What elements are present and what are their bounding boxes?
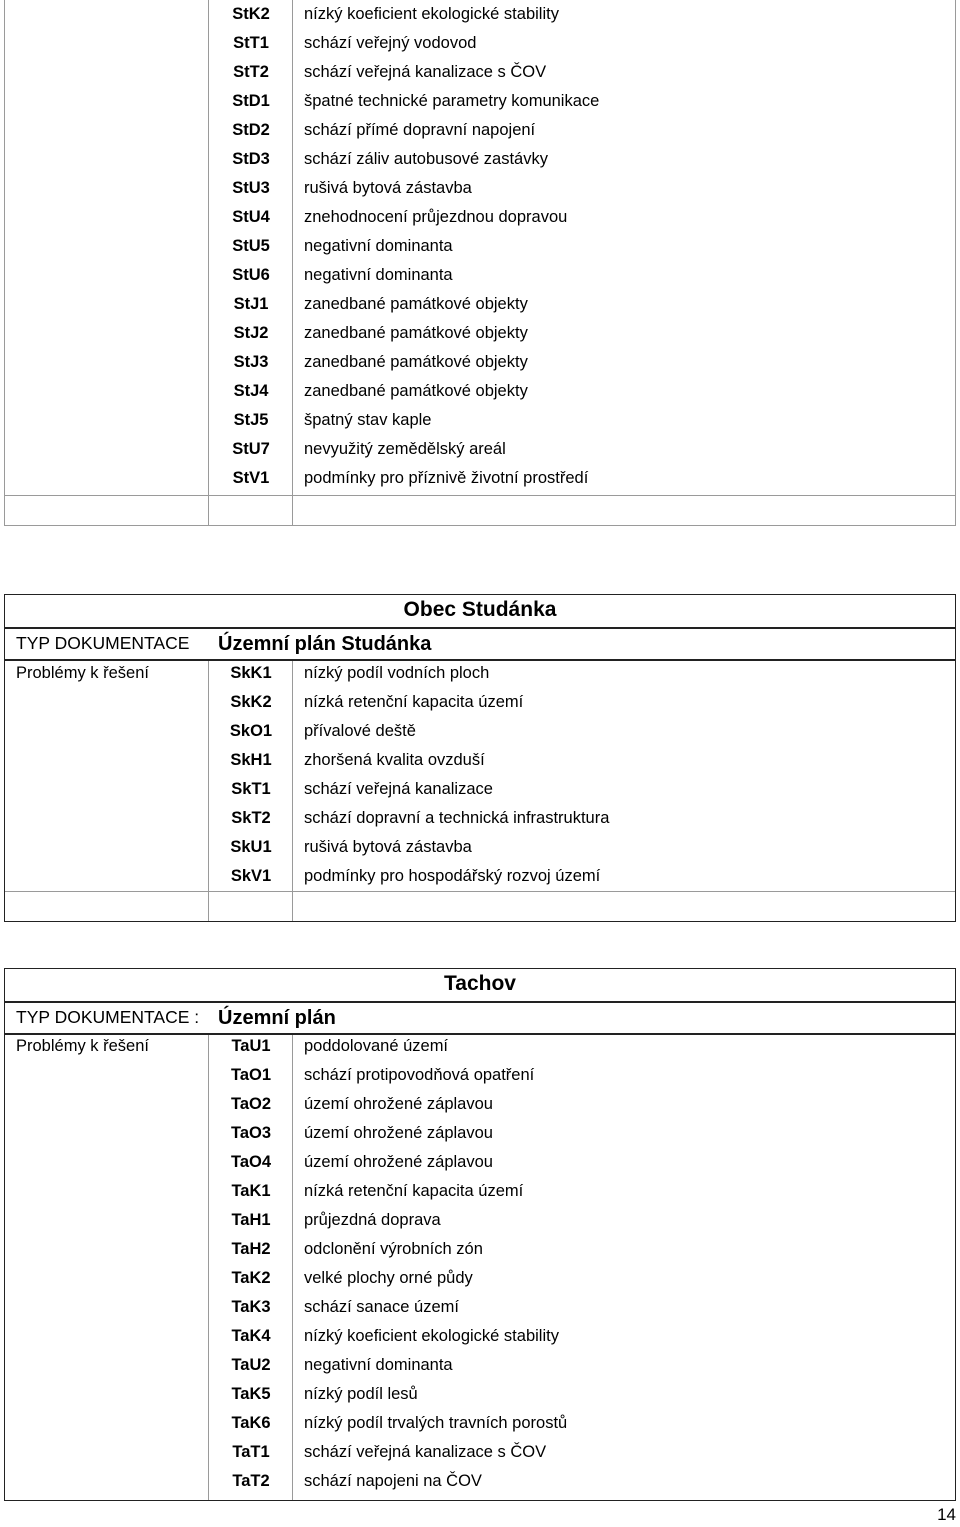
problem-description: zanedbané památkové objekty bbox=[304, 324, 528, 342]
table-row bbox=[5, 1148, 955, 1177]
problem-code: SkT2 bbox=[231, 809, 271, 827]
problem-description: negativní dominanta bbox=[304, 1356, 453, 1374]
problem-code: TaH1 bbox=[231, 1211, 271, 1229]
problem-description: nevyužitý zemědělský areál bbox=[304, 440, 506, 458]
problem-code: StJ3 bbox=[233, 353, 269, 371]
problem-description: zhoršená kvalita ovzduší bbox=[304, 751, 485, 769]
problem-description: nízká retenční kapacita území bbox=[304, 693, 524, 711]
problem-description: průjezdná doprava bbox=[304, 1211, 441, 1229]
table-row bbox=[5, 1438, 955, 1467]
title-bar bbox=[5, 969, 955, 1003]
problem-description: odclonění výrobních zón bbox=[304, 1240, 483, 1258]
problem-code: TaK3 bbox=[231, 1298, 271, 1316]
problem-code: SkU1 bbox=[230, 838, 272, 856]
problem-description: nízký podíl vodních ploch bbox=[304, 664, 490, 682]
doc-type-value: Územní plán bbox=[218, 1007, 336, 1029]
table-row bbox=[5, 775, 955, 804]
table-row bbox=[5, 29, 955, 58]
table-row bbox=[5, 58, 955, 87]
table-row bbox=[5, 290, 955, 319]
table-row bbox=[5, 804, 955, 833]
problem-description: špatný stav kaple bbox=[304, 411, 432, 429]
row-divider bbox=[5, 891, 955, 892]
problem-description: schází sanace území bbox=[304, 1298, 459, 1316]
problem-description: nízký podíl lesů bbox=[304, 1385, 418, 1403]
problem-code: StJ4 bbox=[233, 382, 269, 400]
problem-description: schází veřejný vodovod bbox=[304, 34, 477, 52]
table-row bbox=[5, 319, 955, 348]
problem-code: StU3 bbox=[232, 179, 270, 197]
problem-description: podmínky pro příznivě životní prostředí bbox=[304, 469, 589, 487]
problem-code: SkO1 bbox=[229, 722, 273, 740]
table-row bbox=[5, 174, 955, 203]
table-row bbox=[5, 1090, 955, 1119]
problem-description: schází záliv autobusové zastávky bbox=[304, 150, 548, 168]
problem-code: StD2 bbox=[232, 121, 270, 139]
problem-description: území ohrožené záplavou bbox=[304, 1153, 493, 1171]
problem-code: StV1 bbox=[232, 469, 270, 487]
table-row bbox=[5, 746, 955, 775]
table-row bbox=[5, 1061, 955, 1090]
problem-description: rušivá bytová zástavba bbox=[304, 838, 472, 856]
problem-code: TaO4 bbox=[230, 1153, 272, 1171]
problem-code: StU6 bbox=[232, 266, 270, 284]
problem-description: velké plochy orné půdy bbox=[304, 1269, 473, 1287]
table-row bbox=[5, 1293, 955, 1322]
problem-description: schází veřejná kanalizace bbox=[304, 780, 493, 798]
table-row bbox=[5, 862, 955, 891]
table-row bbox=[5, 717, 955, 746]
problem-code: SkV1 bbox=[230, 867, 272, 885]
table-row bbox=[5, 348, 955, 377]
problem-description: schází napojeni na ČOV bbox=[304, 1472, 482, 1490]
problem-code: SkT1 bbox=[231, 780, 271, 798]
table-row bbox=[5, 1032, 955, 1061]
problem-code: StU7 bbox=[232, 440, 270, 458]
title-bar bbox=[5, 595, 955, 629]
problem-description: nízká retenční kapacita území bbox=[304, 1182, 524, 1200]
problem-code: TaK2 bbox=[231, 1269, 271, 1287]
problem-code: TaT1 bbox=[232, 1443, 270, 1461]
doc-type-value: Územní plán Studánka bbox=[218, 633, 432, 655]
problem-code: SkK2 bbox=[230, 693, 272, 711]
table-row bbox=[5, 1351, 955, 1380]
problem-code: StU4 bbox=[232, 208, 270, 226]
problem-description: schází veřejná kanalizace s ČOV bbox=[304, 63, 547, 81]
row-divider bbox=[5, 495, 955, 496]
table-row bbox=[5, 1409, 955, 1438]
problem-code: StT1 bbox=[233, 34, 269, 52]
table-row bbox=[5, 0, 955, 29]
table-row bbox=[5, 377, 955, 406]
problem-code: TaK4 bbox=[231, 1327, 271, 1345]
table-row bbox=[5, 833, 955, 862]
problem-code: StJ2 bbox=[233, 324, 269, 342]
problem-code: TaH2 bbox=[231, 1240, 271, 1258]
table-row bbox=[5, 232, 955, 261]
table-row bbox=[5, 203, 955, 232]
table-row bbox=[5, 659, 955, 688]
doc-type-label: TYP DOKUMENTACE bbox=[16, 633, 190, 653]
problem-description: poddolované území bbox=[304, 1037, 449, 1055]
problem-description: špatné technické parametry komunikace bbox=[304, 92, 600, 110]
problems-label: Problémy k řešení bbox=[16, 1037, 149, 1055]
table-row bbox=[5, 435, 955, 464]
problem-description: schází veřejná kanalizace s ČOV bbox=[304, 1443, 547, 1461]
table-obec-studanka bbox=[4, 594, 956, 922]
problem-code: TaU2 bbox=[231, 1356, 271, 1374]
problem-description: zanedbané památkové objekty bbox=[304, 353, 528, 371]
table-row bbox=[5, 1119, 955, 1148]
problem-description: zanedbané památkové objekty bbox=[304, 295, 528, 313]
problem-code: TaK5 bbox=[231, 1385, 271, 1403]
problem-code: SkH1 bbox=[230, 751, 272, 769]
problem-description: rušivá bytová zástavba bbox=[304, 179, 472, 197]
problem-code: TaK1 bbox=[231, 1182, 271, 1200]
table-tachov bbox=[4, 968, 956, 1501]
problem-code: StJ5 bbox=[233, 411, 269, 429]
table-row bbox=[5, 688, 955, 717]
table-stu-continuation bbox=[4, 0, 956, 526]
problem-description: schází protipovodňová opatření bbox=[304, 1066, 535, 1084]
problem-description: znehodnocení průjezdnou dopravou bbox=[304, 208, 568, 226]
table-row bbox=[5, 464, 955, 493]
problem-code: TaO3 bbox=[230, 1124, 272, 1142]
problem-code: StT2 bbox=[233, 63, 269, 81]
table-row bbox=[5, 1206, 955, 1235]
table-row bbox=[5, 1322, 955, 1351]
problem-code: StK2 bbox=[232, 5, 270, 23]
table-row bbox=[5, 145, 955, 174]
doc-type-label: TYP DOKUMENTACE : bbox=[16, 1007, 200, 1027]
problem-code: TaU1 bbox=[231, 1037, 271, 1055]
problem-description: podmínky pro hospodářský rozvoj území bbox=[304, 867, 601, 885]
problem-description: schází dopravní a technická infrastruktura bbox=[304, 809, 610, 827]
table-title: Tachov bbox=[444, 972, 516, 995]
problem-description: negativní dominanta bbox=[304, 237, 453, 255]
problem-code: StU5 bbox=[232, 237, 270, 255]
problem-code: TaT2 bbox=[232, 1472, 270, 1490]
table-row bbox=[5, 116, 955, 145]
problem-description: nízký koeficient ekologické stability bbox=[304, 1327, 559, 1345]
table-row bbox=[5, 1235, 955, 1264]
table-row bbox=[5, 261, 955, 290]
problem-description: zanedbané památkové objekty bbox=[304, 382, 528, 400]
problem-description: negativní dominanta bbox=[304, 266, 453, 284]
problem-code: StJ1 bbox=[233, 295, 269, 313]
table-row bbox=[5, 1177, 955, 1206]
table-row bbox=[5, 87, 955, 116]
table-row bbox=[5, 1380, 955, 1409]
problem-description: přívalové deště bbox=[304, 722, 416, 740]
table-row bbox=[5, 1264, 955, 1293]
problem-description: nízký podíl trvalých travních porostů bbox=[304, 1414, 568, 1432]
table-title: Obec Studánka bbox=[403, 598, 557, 621]
problem-code: TaO1 bbox=[230, 1066, 272, 1084]
problem-code: TaK6 bbox=[231, 1414, 271, 1432]
problem-description: území ohrožené záplavou bbox=[304, 1124, 493, 1142]
problem-code: TaO2 bbox=[230, 1095, 272, 1113]
problem-description: nízký koeficient ekologické stability bbox=[304, 5, 559, 23]
table-row bbox=[5, 406, 955, 435]
problem-description: schází přímé dopravní napojení bbox=[304, 121, 536, 139]
problems-label: Problémy k řešení bbox=[16, 664, 149, 682]
page-number: 14 bbox=[937, 1505, 956, 1524]
problem-code: SkK1 bbox=[230, 664, 272, 682]
table-row bbox=[5, 1467, 955, 1496]
problem-code: StD1 bbox=[232, 92, 270, 110]
doc-type-row bbox=[5, 627, 955, 661]
problem-code: StD3 bbox=[232, 150, 270, 168]
problem-description: území ohrožené záplavou bbox=[304, 1095, 493, 1113]
doc-type-row bbox=[5, 1001, 955, 1035]
